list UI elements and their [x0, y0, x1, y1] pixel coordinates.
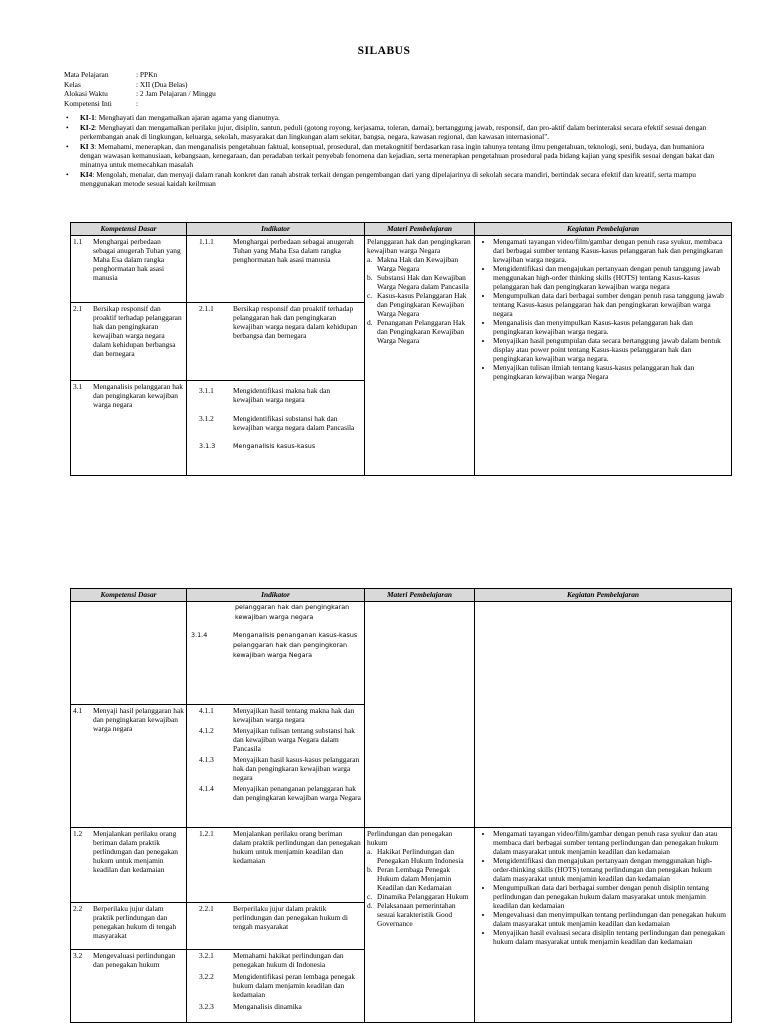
indikator-text: Berperilaku jujur dalam praktik perlindungan dan penegakan hukum di tengah masyarakat: [233, 904, 348, 932]
kd-number: 3.1: [73, 382, 83, 391]
indikator-item: [189, 726, 362, 753]
meta-block: [64, 70, 714, 108]
materi-item: [367, 255, 472, 273]
materi-text: Pelaksanaan pemerintahan sesuai karakteristik Good Governance: [377, 901, 456, 929]
header-materi: Materi Pembelajaran: [365, 223, 475, 236]
kegiatan-cell: [475, 236, 732, 476]
kegiatan-cell: [475, 828, 732, 1023]
header-indikator: Indikator: [187, 589, 365, 602]
indikator-number: 4.1.2: [199, 726, 214, 736]
indikator-cell: [187, 950, 365, 1023]
indikator-number: 1.2.1: [199, 829, 214, 838]
ki-label: KI4: [80, 170, 93, 180]
indikator-number: 3.1.3: [199, 442, 216, 451]
kd-text: Mengevaluasi perlindungan dan penegakan hukum: [93, 951, 176, 970]
materi-letter: a.: [367, 847, 373, 857]
materi-text: Penanganan Pelanggaran Hak dan Pengingkaran Kewajiban Warga Negara: [377, 318, 466, 346]
kd-cell: [71, 705, 187, 828]
kd-item: [73, 904, 184, 940]
kd-number: 1.1: [73, 237, 83, 246]
indikator-item: [189, 442, 362, 452]
indikator-item: [189, 631, 362, 661]
kd-item: [73, 829, 184, 874]
ki-text: : Menghayati dan mengamalkan perilaku jujur, disiplin, santun, peduli (gotong royong, kerjasama, toleran, damai), bertanggung jawab, responsif, dan pro-aktif dalam berinteraksi secara efektif sesuai dengan perkembangan anak di lingkungan, keluarga, sekolah, masyarakat dan lingkungan alam sekitar, bangsa, negara, kawasan regional, dan kawasan internasional".: [80, 123, 707, 142]
materi-head: Pelanggaran hak dan pengingkaran kewajiban warga Negara: [367, 237, 471, 256]
ki-item: [64, 123, 724, 141]
ki-item: [64, 142, 724, 169]
ki-label: KI-2: [80, 123, 95, 133]
indikator-cell: [187, 602, 365, 705]
kd-text: Menghargai perbedaan sebagai anugerah Tuhan yang Maha Esa dalam rangka penghormatan hak asasi manusia: [93, 237, 181, 283]
ki-label: KI-1: [80, 113, 95, 122]
materi-letter: b.: [367, 273, 373, 283]
indikator-text: Mengidentifikasi substansi hak dan kewajiban warga negara dalam Pancasila: [233, 414, 355, 433]
kd-text: Menjalankan perilaku orang beriman dalam praktik perlindungan dan penegakan hukum untuk menjamin keadilan dan kedamaian: [93, 829, 178, 875]
kegiatan-item: • Menyajikan tulisan ilmiah tentang kasus-kasus pelanggaran hak dan pengingkaran kewajiban warga Negara: [493, 363, 729, 381]
kd-cell: [71, 236, 187, 303]
kegiatan-item: • Menyajikan hasil pengumpulan data secara bertanggung jawab dalam bentuk display atau power point tentang Kasus-kasus pelanggaran hak dan pengingkaran kewajiban warga negara.: [493, 336, 729, 363]
meta-row: [64, 89, 714, 99]
indikator-text: Memahami hakikat perlindungan dan penegakan hukum di Indonesia: [233, 951, 344, 970]
table-row: [71, 236, 732, 303]
kegiatan-item: • Mengamati tayangan video/film/gambar dengan penuh rasa syukur, membaca dari berbagai sumber tentang Kasus-kasus pelanggaran hak dan pengingkaran kewajiban warga negara.: [493, 237, 729, 264]
kegiatan-item: • Mengevaluasi dan menyimpulkan tentang perlindungan dan penegakan hukum dalam masyarakat untuk menjamin keadilan dan kedamaian: [493, 910, 729, 928]
indikator-item: [189, 904, 362, 931]
header-kompetensi-dasar: Kompetensi Dasar: [71, 223, 187, 236]
kegiatan-item: • Mengumpulkan data dari berbagai sumber dengan penuh rasa tanggung jawab tentang Kasus-kasus pelanggaran hak dan pengingkaran kewajiban warga negara: [493, 291, 729, 318]
indikator-item: [189, 414, 362, 432]
indikator-text: Menganalisis dinamika: [233, 1002, 302, 1012]
indikator-item: [189, 755, 362, 782]
kd-text: Menganalisis pelanggaran hak dan pengingkaran kewajiban warga negara: [93, 382, 183, 410]
indikator-cell: [187, 236, 365, 303]
indikator-number: 3.1.2: [199, 414, 214, 424]
kd-text: Berperilaku jujur dalam praktik perlindungan dan penegakan hukum di tengah masyarakat: [93, 904, 177, 941]
materi-text: Peran Lembaga Penegak Hukum dalam Menjamin Keadilan dan Kedamaian: [377, 865, 452, 893]
ki-text: : Menghayati dan mengamalkan ajaran agama yang dianutnya.: [94, 113, 280, 122]
kd-cell: [71, 828, 187, 903]
kegiatan-cell: [475, 602, 732, 828]
materi-cell: [365, 602, 475, 828]
kd-number: 2.1: [73, 304, 83, 313]
indikator-text: Menyajikan tulisan tentang substansi hak dan kewajiban warga Negara dalam Pancasila: [233, 726, 355, 754]
kegiatan-item: • Menyajikan hasil evaluasi secara disiplin tentang perlindungan dan penegakan hukum dalam masyarakat untuk menjamin keadilan dan kedamaian: [493, 928, 729, 946]
materi-cell: [365, 236, 475, 476]
kd-number: 3.2: [73, 951, 83, 960]
materi-text: Dinamika Pelanggaran Hukum: [377, 892, 469, 902]
materi-item: [367, 273, 472, 291]
meta-key: Mata Pelajaran: [64, 70, 109, 79]
kd-cell: [71, 381, 187, 476]
materi-text: Makna Hak dan Kewajiban Warga Negara: [377, 255, 459, 274]
ki-text: : Mengolah, menalar, dan menyaji dalam ranah konkret dan ranah abstrak terkait dengan pengembangan dari yang dipelajarinya di sekolah secara mandiri, bertindak secara efektif dan kreatif, serta mampu menggunakan metode sesuai kaidah keilmuan: [80, 170, 696, 189]
ki-text: : Memahami, menerapkan, dan menganalisis pengetahuan faktual, konseptual, prosedural, dan metakognitif berdasarkan rasa ingin tahunya tentang ilmu pengetahuan, teknologi, seni, budaya, dan humaniora dengan wawasan kemanusiaan, kebangsaan, kenegaraan, dan peradaban terkait penyebab fenomena dan kejadian, serta menerapkan pengetahuan prosedural pada bidang kajian yang spesifik sesuai dengan bakat dan minatnya untuk memecahkan masalah: [80, 142, 715, 170]
ki-label: KI 3: [80, 142, 95, 152]
kd-number: 2.2: [73, 904, 83, 913]
kd-item: [73, 382, 184, 409]
kd-cell: [71, 303, 187, 381]
materi-item: [367, 892, 472, 901]
indikator-item: [189, 972, 362, 999]
indikator-item: [189, 237, 362, 264]
kd-cell: [71, 602, 187, 705]
indikator-cell: [187, 828, 365, 903]
indikator-number: 2.1.1: [199, 304, 214, 313]
table-header-row: [71, 223, 732, 236]
silabus-table-2: [70, 588, 732, 1023]
indikator-number: 3.2.1: [199, 951, 214, 960]
kd-cell: [71, 950, 187, 1023]
kegiatan-item: • Menganalisis dan menyimpulkan Kasus-kasus pelanggaran hak dan pengingkaran kewajiban warga negara.: [493, 318, 729, 336]
materi-letter: d.: [367, 901, 373, 911]
kegiatan-list: [477, 237, 729, 382]
materi-text: Kasus-kasus Pelanggaran Hak dan Pengingkaran Kewajiban Warga Negara: [377, 291, 467, 319]
meta-value: :: [136, 98, 139, 108]
kegiatan-item: • Mengumpulkan data dari berbagai sumber dengan penuh disiplin tentang perlindungan dan penegakan hukum dalam masyarakat untuk menjamin keadilan dan kedamaian: [493, 883, 729, 910]
indikator-item: [189, 1002, 362, 1011]
indikator-number: 4.1.4: [199, 784, 214, 794]
materi-item: [367, 865, 472, 892]
kd-item: [73, 951, 184, 969]
indikator-text: Menyajikan penanganan pelanggaran hak dan pengingkaran kewajiban warga Negara: [233, 784, 361, 803]
header-materi: Materi Pembelajaran: [365, 589, 475, 602]
table-row: [71, 602, 732, 705]
materi-letter: a.: [367, 255, 373, 265]
indikator-item: [189, 829, 362, 865]
indikator-item: [189, 386, 362, 404]
table-row: [71, 828, 732, 903]
indikator-number: 4.1.1: [199, 706, 214, 715]
indikator-text: Menghargai perbedaan sebagai anugerah Tuhan yang Maha Esa dalam rangka penghormatan hak asasi manusia: [233, 237, 354, 265]
meta-value: : XII (Dua Belas): [136, 79, 188, 89]
indikator-item: [189, 304, 362, 340]
table-header-row: [71, 589, 732, 602]
kegiatan-item: • Mengamati tayangan video/film/gambar dengan penuh rasa syukur dan atau membaca dari berbagai sumber tentang perlindungan dan penegakan hukum dalam masyarakat untuk menjamin keadilan dan kedamaian: [493, 829, 729, 856]
indikator-number: 3.2.2: [199, 972, 214, 982]
materi-text: Hakikat Perlindungan dan Penegakan Hukum Indonesia: [377, 847, 464, 866]
indikator-number: 3.2.3: [199, 1002, 214, 1012]
meta-key: Kompetensi Inti: [64, 98, 112, 108]
indikator-cell: [187, 381, 365, 476]
ki-item: [64, 170, 724, 188]
materi-head: Perlindungan dan penegakan hukum: [367, 829, 453, 848]
kegiatan-item: • Mengidentifikasi dan mengajukan pertanyaan dengan menggunakan high-order-thinking skills (HOTS) tentang perlindungan dan penegakan hukum dalam masyarakat untuk menjamin keadilan dan kedamaian: [493, 856, 729, 883]
materi-cell: [365, 828, 475, 1023]
indikator-text: Menganalisis kasus-kasus: [233, 442, 316, 451]
materi-letter: c.: [367, 892, 373, 902]
indikator-number: 1.1.1: [199, 237, 214, 246]
indikator-cell: [187, 903, 365, 950]
indikator-number: 4.1.3: [199, 755, 214, 765]
indikator-continuation: pelanggaran hak dan pengingkaran kewajiban warga negara: [235, 603, 350, 621]
header-kegiatan: Kegiatan Pembelajaran: [475, 589, 732, 602]
kegiatan-item: • Mengidentifikasi dan mengajukan pertanyaan dengan penuh tanggung jawab menggunakan high-order thinking skills (HOTS) tentang Kasus-kasus pelanggaran hak dan pengingkaran kewajiban warga negara: [493, 264, 729, 291]
indikator-item: [189, 951, 362, 969]
indikator-cell: [187, 303, 365, 381]
kd-item: [73, 237, 184, 282]
indikator-text: Mengidentifikasi peran lembaga penegak hukum dalam menjamin keadilan dan kedamaian: [233, 972, 356, 1000]
indikator-text: Mengidentifikasi makna hak dan kewajiban warga negara: [233, 386, 331, 405]
indikator-cell: [187, 705, 365, 828]
indikator-number: 3.1.4: [191, 630, 208, 639]
indikator-item: [189, 784, 362, 802]
indikator-text: Menjalankan perilaku orang beriman dalam praktik perlindungan dan penegakan hukum untuk menjamin keadilan dan kedamaian: [233, 829, 361, 866]
kd-text: Menyaji hasil pelanggaran hak dan pengingkaran kewajiban warga negara: [93, 706, 184, 734]
page-title: SILABUS: [357, 45, 411, 57]
indikator-text: Bersikap responsif dan proaktif terhadap pelanggaran hak dan pengingkaran kewajiban warga negara dalam kehidupan berbangsa dan bernegara: [233, 304, 358, 341]
kegiatan-list: [477, 829, 729, 946]
kd-number: 1.2: [73, 829, 83, 838]
indikator-text: Menganalisis penanganan kasus-kasus pelanggaran hak dan pengingkoran kewajiban warga Negara: [233, 630, 358, 659]
kd-cell: [71, 903, 187, 950]
meta-row: [64, 99, 714, 109]
indikator-text: Menyajikan hasil tentang makna hak dan kewajiban warga negara: [233, 706, 355, 725]
header-kegiatan: Kegiatan Pembelajaran: [475, 223, 732, 236]
meta-value: : PPKn: [136, 70, 158, 79]
materi-letter: b.: [367, 865, 373, 875]
kd-item: [73, 706, 184, 733]
meta-row: [64, 80, 714, 90]
kd-item: [73, 304, 184, 358]
meta-row: [64, 70, 714, 80]
materi-letter: c.: [367, 291, 373, 301]
meta-value: : 2 Jam Pelajaran / Minggu: [136, 89, 216, 98]
indikator-number: 3.1.1: [199, 386, 214, 395]
silabus-table-1: [70, 222, 732, 476]
materi-item: [367, 291, 472, 318]
header-kompetensi-dasar: Kompetensi Dasar: [71, 589, 187, 602]
kd-number: 4.1: [73, 706, 83, 715]
indikator-text: Menyajikan hasil kasus-kasus pelanggaran hak dan pengingkaran kewajiban warga negara: [233, 755, 360, 783]
indikator-number: 2.2.1: [199, 904, 214, 913]
materi-item: [367, 318, 472, 345]
materi-text: Substansi Hak dan Kewajiban Warga Negara dalam Pancasila: [377, 273, 469, 292]
materi-item: [367, 901, 472, 928]
indikator-item: [189, 706, 362, 724]
materi-letter: d.: [367, 318, 373, 328]
header-indikator: Indikator: [187, 223, 365, 236]
kompetensi-inti-list: [64, 113, 724, 189]
ki-item: [64, 113, 724, 122]
materi-item: [367, 847, 472, 865]
meta-key: Kelas: [64, 79, 81, 89]
meta-key: Alokasi Waktu: [64, 89, 108, 98]
kd-text: Bersikap responsif dan proaktif terhadap pelanggaran hak dan pengingkaran kewajiban warga negara dalam kehidupan berbangsa dan bernegara: [93, 304, 182, 359]
